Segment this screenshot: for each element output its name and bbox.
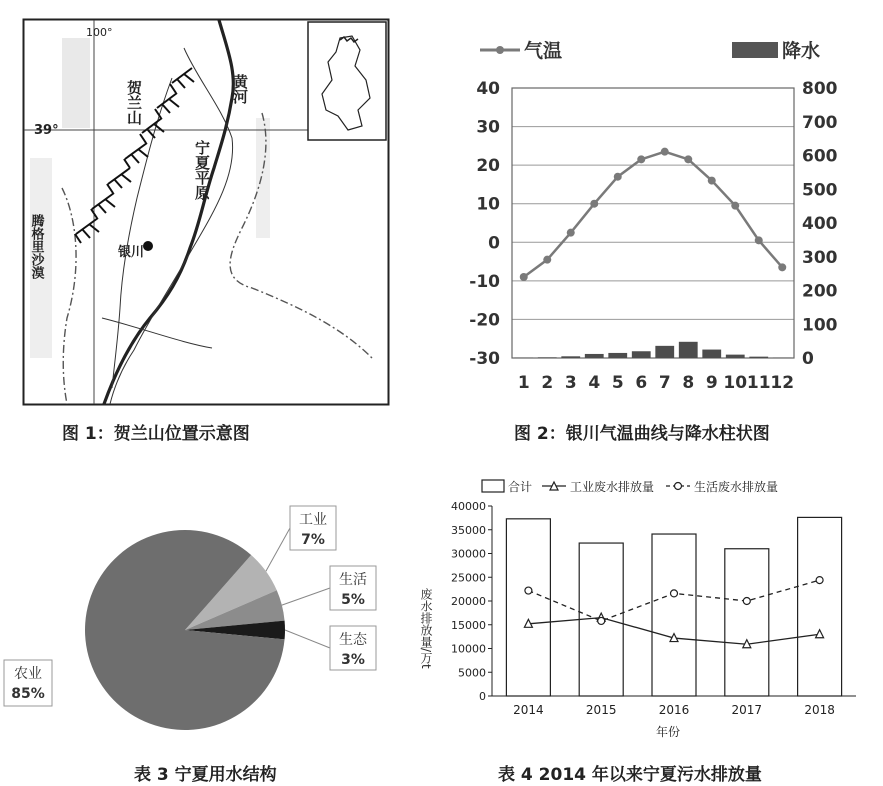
x-tick-label: 2014: [513, 703, 544, 717]
domestic-point: [598, 617, 605, 624]
temp-point: [708, 177, 716, 185]
legend-total-swatch: [482, 480, 504, 492]
y-axis-label: 废水排放量/万t: [420, 588, 433, 669]
pie-chart-svg: [0, 490, 420, 740]
figure1-caption: 图 1：贺兰山位置示意图: [62, 424, 250, 444]
x-tick-label: 9: [705, 373, 718, 393]
precip-bar: [585, 354, 604, 358]
temp-point: [543, 256, 551, 264]
precip-bar: [632, 351, 651, 358]
figure1-map: [22, 18, 390, 406]
y-right-tick-label: 100: [802, 315, 838, 336]
x-tick-label: 5: [611, 373, 624, 393]
precip-bar: [538, 357, 557, 358]
chart2-legend: [480, 39, 820, 62]
pie-label-pct: 3%: [341, 652, 365, 668]
y-right-tick-label: 500: [802, 180, 838, 201]
y-tick-label: 10000: [451, 642, 486, 656]
x-tick-label: 4: [588, 373, 601, 393]
y-left-tick-label: 40: [476, 79, 500, 99]
y-tick-label: 25000: [451, 571, 486, 585]
y-left-tick-label: 10: [476, 194, 500, 215]
temp-point: [567, 229, 575, 237]
temp-point: [590, 200, 598, 208]
figure4-caption: 表 4 2014 年以来宁夏污水排放量: [498, 765, 762, 785]
pie-label-pct: 5%: [341, 592, 365, 608]
legend-industrial-label: 工业废水排放量: [570, 480, 655, 494]
pie-label-pct: 7%: [301, 532, 325, 548]
y-tick-label: 5000: [458, 666, 486, 680]
x-axis-label: 年份: [656, 725, 681, 739]
y-left-tick-label: -10: [469, 271, 500, 292]
y-tick-label: 35000: [451, 523, 486, 537]
yellow-river-label: 黄河: [231, 74, 249, 104]
helan-mountain-label: 贺兰山: [125, 80, 143, 125]
precip-bar: [702, 350, 721, 358]
x-tick-label: 7: [658, 373, 671, 393]
pie-label-name: 生活: [339, 572, 367, 588]
y-right-tick-label: 600: [802, 146, 838, 167]
temp-point: [520, 273, 528, 281]
temp-point: [731, 202, 739, 210]
wastewater-chart-svg: [420, 470, 880, 750]
lat-label: 39°: [34, 123, 59, 138]
lon-label: 100°: [86, 26, 113, 39]
y-tick-label: 0: [479, 690, 486, 703]
total-bar: [506, 519, 550, 696]
temp-point: [661, 148, 669, 156]
plot-frame: [512, 88, 794, 358]
x-tick-label: 6: [635, 373, 648, 393]
x-tick-label: 3: [564, 373, 577, 393]
x-tick-label: 12: [770, 373, 795, 393]
pie-leader-line: [282, 588, 330, 605]
y-right-tick-label: 700: [802, 112, 838, 133]
x-tick-label: 2: [541, 373, 554, 393]
y-left-tick-label: -20: [469, 310, 500, 331]
temp-point: [614, 173, 622, 181]
y-right-tick-label: 300: [802, 247, 838, 268]
y-tick-label: 20000: [451, 595, 486, 608]
domestic-point: [816, 577, 823, 584]
legend-domestic-marker: [675, 483, 682, 490]
precip-bar: [749, 357, 768, 358]
precip-bar: [608, 353, 627, 358]
temp-line: [524, 152, 783, 277]
x-tick-label: 2018: [804, 703, 835, 717]
figure2-climate-chart: [440, 30, 870, 405]
pie-label-name: 工业: [299, 512, 327, 528]
pie-label-pct: 85%: [11, 686, 45, 702]
temp-point: [755, 236, 763, 244]
precip-bar: [679, 342, 698, 358]
x-tick-label: 2017: [731, 703, 763, 717]
legend-precip-label: 降水: [782, 40, 821, 62]
precip-bar: [726, 355, 745, 358]
figure2-caption: 图 2：银川气温曲线与降水柱状图: [514, 424, 770, 444]
domestic-point: [743, 598, 750, 605]
legend-temp-marker: [496, 46, 504, 54]
domestic-point: [671, 590, 678, 597]
y-right-tick-label: 0: [802, 349, 814, 369]
y-left-tick-label: 0: [488, 233, 500, 254]
yinchuan-point: [143, 241, 153, 251]
legend-domestic-label: 生活废水排放量: [694, 480, 779, 494]
tengger-desert-label: 腾格里沙漠: [28, 214, 44, 279]
x-tick-label: 1: [517, 373, 530, 393]
y-tick-label: 40000: [451, 500, 486, 513]
y-left-tick-label: 30: [476, 117, 500, 138]
temp-point: [684, 155, 692, 163]
figure3-pie-chart: [0, 490, 420, 740]
yinchuan-label: 银川: [118, 245, 145, 260]
pie-label-name: 生态: [339, 632, 367, 648]
precip-bar: [561, 356, 580, 358]
pie-label-name: 农业: [14, 666, 42, 682]
x-tick-label: 10: [723, 373, 748, 393]
x-tick-label: 2016: [658, 703, 690, 717]
total-bar: [798, 517, 842, 696]
legend-precip-swatch: [732, 42, 778, 58]
pie-leader-line: [266, 528, 290, 571]
temp-point: [778, 263, 786, 271]
y-right-tick-label: 200: [802, 281, 838, 302]
precip-bar: [655, 346, 674, 358]
x-tick-label: 8: [682, 373, 695, 393]
y-tick-label: 30000: [451, 547, 486, 561]
climate-chart-svg: [440, 30, 870, 405]
y-left-tick-label: -30: [469, 349, 500, 369]
legend-total-label: 合计: [508, 480, 533, 494]
figure3-caption: 表 3 宁夏用水结构: [134, 765, 277, 785]
domestic-point: [525, 587, 532, 594]
legend-temp-label: 气温: [524, 40, 563, 62]
temp-point: [637, 155, 645, 163]
ningxia-plain-label: 宁夏平原: [193, 140, 211, 200]
total-bar: [725, 549, 769, 696]
helan-map: [22, 18, 390, 406]
figure4-wastewater-chart: [420, 470, 880, 750]
y-right-tick-label: 400: [802, 214, 838, 234]
y-right-tick-label: 800: [802, 79, 838, 99]
x-tick-label: 2015: [585, 703, 617, 717]
y-tick-label: 15000: [451, 618, 486, 632]
x-tick-label: 11: [746, 373, 771, 393]
y-left-tick-label: 20: [476, 156, 500, 177]
pie-leader-line: [285, 630, 330, 648]
total-bar: [652, 534, 696, 696]
chart4-legend: [482, 479, 778, 494]
